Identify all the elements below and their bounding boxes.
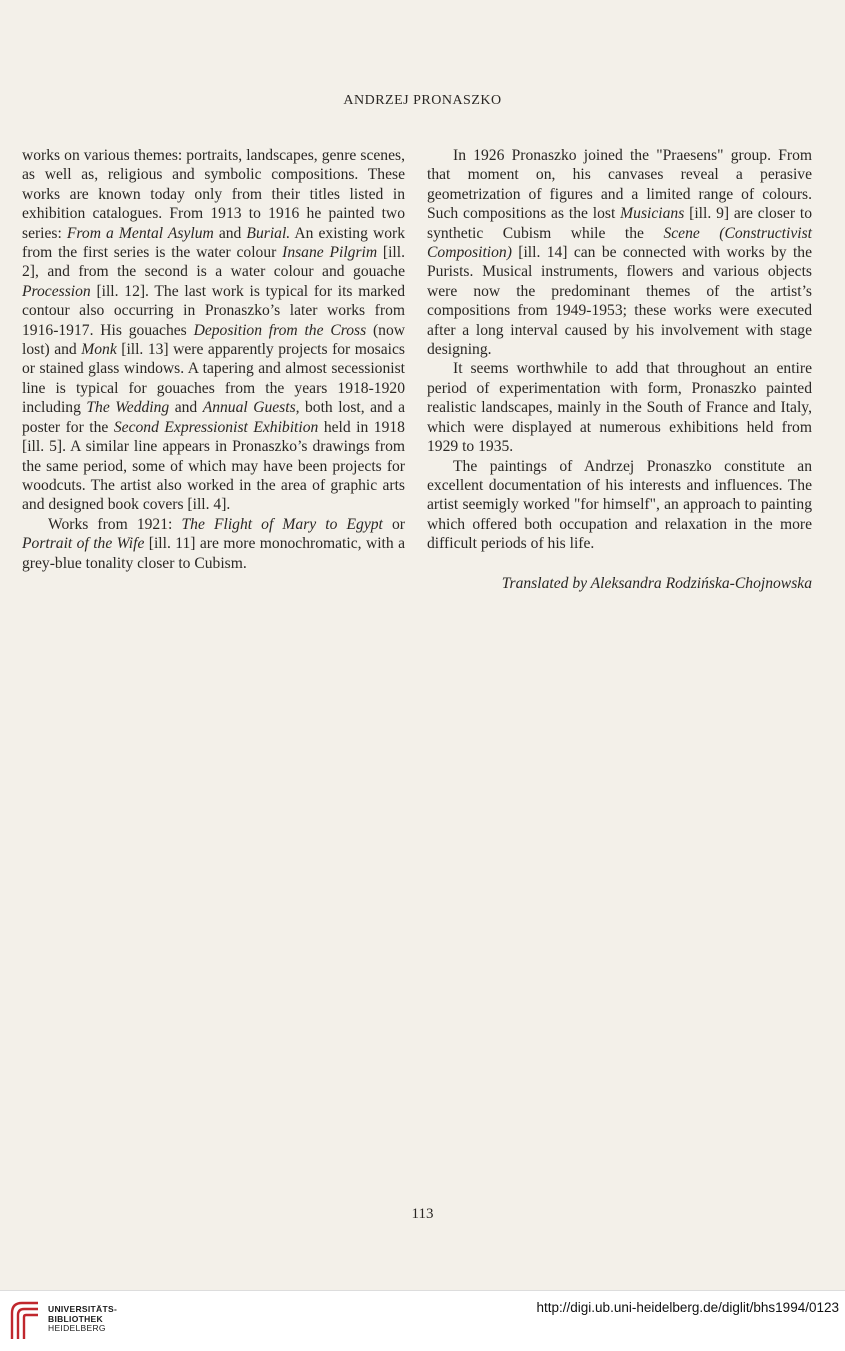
italic-title: Procession (22, 282, 91, 300)
paragraph: The paintings of Andrzej Pronaszko constitute an excellent documentation of his interests and influences. The artist seemigly worked "for himself", an approach to painting which offered both occupation and relaxation in the more difficult periods of his life. (427, 457, 812, 553)
italic-title: The Flight of Mary to Egypt (181, 515, 383, 533)
right-column (427, 146, 812, 593)
left-column (22, 146, 405, 573)
italic-title: Burial. (246, 224, 291, 242)
italic-title: Annual Guests, (202, 399, 300, 417)
library-line-3: HEIDELBERG (48, 1323, 106, 1333)
paragraph: It seems worthwhile to add that throughout an entire period of experimentation with form, Pronaszko painted realistic landscapes, mainly in the South of France and Italy, which were displayed at numerous exhibitions held from 1929 to 1935. (427, 360, 812, 456)
footer-bar (0, 1290, 845, 1351)
italic-title: The Wedding (86, 399, 170, 417)
paragraph: works on various themes: portraits, landscapes, genre scenes, as well as, religious and symbolic compositions. These works are known today only from their titles listed in exhibition catalogues. From 1913 to 1916 he painted two series: From a Mental Asylum and Burial. An existing work from the first series is the water colour Insane Pilgrim [ill. 2], and from the second is a water colour and gouache Procession [ill. 12]. The last work is typical for its marked contour also occurring in Pronaszko’s later works from 1916-1917. His gouaches Deposition from the Cross (now lost) and Monk [ill. 13] were apparently projects for mosaics or stained glass windows. A tapering and almost secessionist line is typical for gouaches from the years 1918-1920 including The Wedding and Annual Guests, both lost, and a poster for the Second Expressionist Exhibition held in 1918 [ill. 5]. A similar line appears in Pronaszko’s drawings from the same period, some of which may have been projects for woodcuts. The artist also worked in the area of graphic arts and designed book covers [ill. 4]. (22, 147, 406, 514)
translator-credit: Translated by Aleksandra Rodzińska-Chojnowska (501, 574, 812, 592)
italic-title: Scene (Constructivist Composition) (427, 224, 812, 262)
italic-title: Musicians (620, 205, 685, 223)
italic-title: From a Mental Asylum (66, 224, 214, 242)
library-name[interactable] (48, 1305, 117, 1334)
italic-title: Insane Pilgrim (282, 244, 378, 262)
italic-title: Deposition from the Cross (193, 321, 367, 339)
paragraph: In 1926 Pronaszko joined the "Praesens" group. From that moment on, his canvases reveal a perasive geometrization of figures and a limited range of colours. Such compositions as the lost Musicians [ill. 9] are closer to synthetic Cubism while the Scene (Constructivist Composition) [ill. 14] can be connected with works by the Purists. Musical instruments, flowers and various objects were now the predominant themes of the artist’s compositions from 1949-1953; these works were executed after a long interval caused by his involvement with stage designing. (427, 147, 812, 359)
library-line-1: UNIVERSITÄTS- (48, 1304, 118, 1314)
ub-heidelberg-logo-icon[interactable] (8, 1299, 42, 1341)
italic-title: Monk (81, 341, 117, 359)
library-line-2: BIBLIOTHEK (48, 1313, 103, 1324)
source-url[interactable]: http://digi.ub.uni-heidelberg.de/diglit/bhs1994/0123 (536, 1300, 839, 1315)
running-head: ANDRZEJ PRONASZKO (343, 93, 502, 108)
italic-title: Second Expressionist Exhibition (113, 418, 319, 436)
page-number: 113 (411, 1206, 434, 1222)
italic-title: Portrait of the Wife (22, 535, 145, 553)
paragraph: Works from 1921: The Flight of Mary to Egypt or Portrait of the Wife [ill. 11] are more monochromatic, with a grey-blue tonality closer to Cubism. (22, 515, 405, 572)
